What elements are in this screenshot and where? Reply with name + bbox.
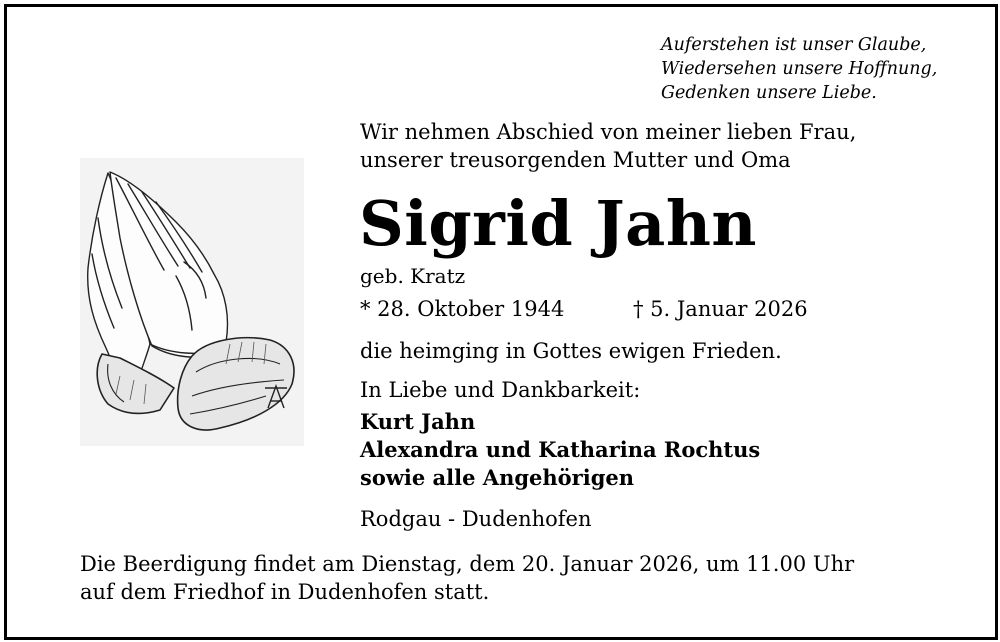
passed-text: die heimging in Gottes ewigen Frieden. <box>360 339 782 363</box>
intro-line: Wir nehmen Abschied von meiner lieben Frau, <box>360 120 857 144</box>
funeral-info <box>80 550 854 606</box>
mourner-name: Alexandra und Katharina Rochtus <box>360 437 761 462</box>
funeral-line: auf dem Friedhof in Dudenhofen statt. <box>80 580 490 604</box>
motto-line: Auferstehen ist unser Glaube, <box>661 35 927 55</box>
mourners-list <box>360 408 760 492</box>
maiden-name: geb. Kratz <box>360 264 466 288</box>
motto <box>661 33 937 105</box>
intro-line: unserer treusorgenden Mutter und Oma <box>360 148 791 172</box>
mourner-name: Kurt Jahn <box>360 409 476 434</box>
motto-line: Gedenken unsere Liebe. <box>661 83 877 103</box>
mourners-intro: In Liebe und Dankbarkeit: <box>360 378 641 402</box>
birth-date: * 28. Oktober 1944 <box>360 297 565 321</box>
funeral-line: Die Beerdigung findet am Dienstag, dem 20. Januar 2026, um 11.00 Uhr <box>80 552 855 576</box>
mourner-name: sowie alle Angehörigen <box>360 465 635 490</box>
deceased-name: Sigrid Jahn <box>359 187 757 260</box>
death-date: † 5. Januar 2026 <box>633 297 808 321</box>
place: Rodgau - Dudenhofen <box>360 507 592 531</box>
intro-text <box>360 118 856 174</box>
motto-line: Wiedersehen unsere Hoffnung, <box>661 59 938 79</box>
praying-hands-icon <box>80 158 304 446</box>
